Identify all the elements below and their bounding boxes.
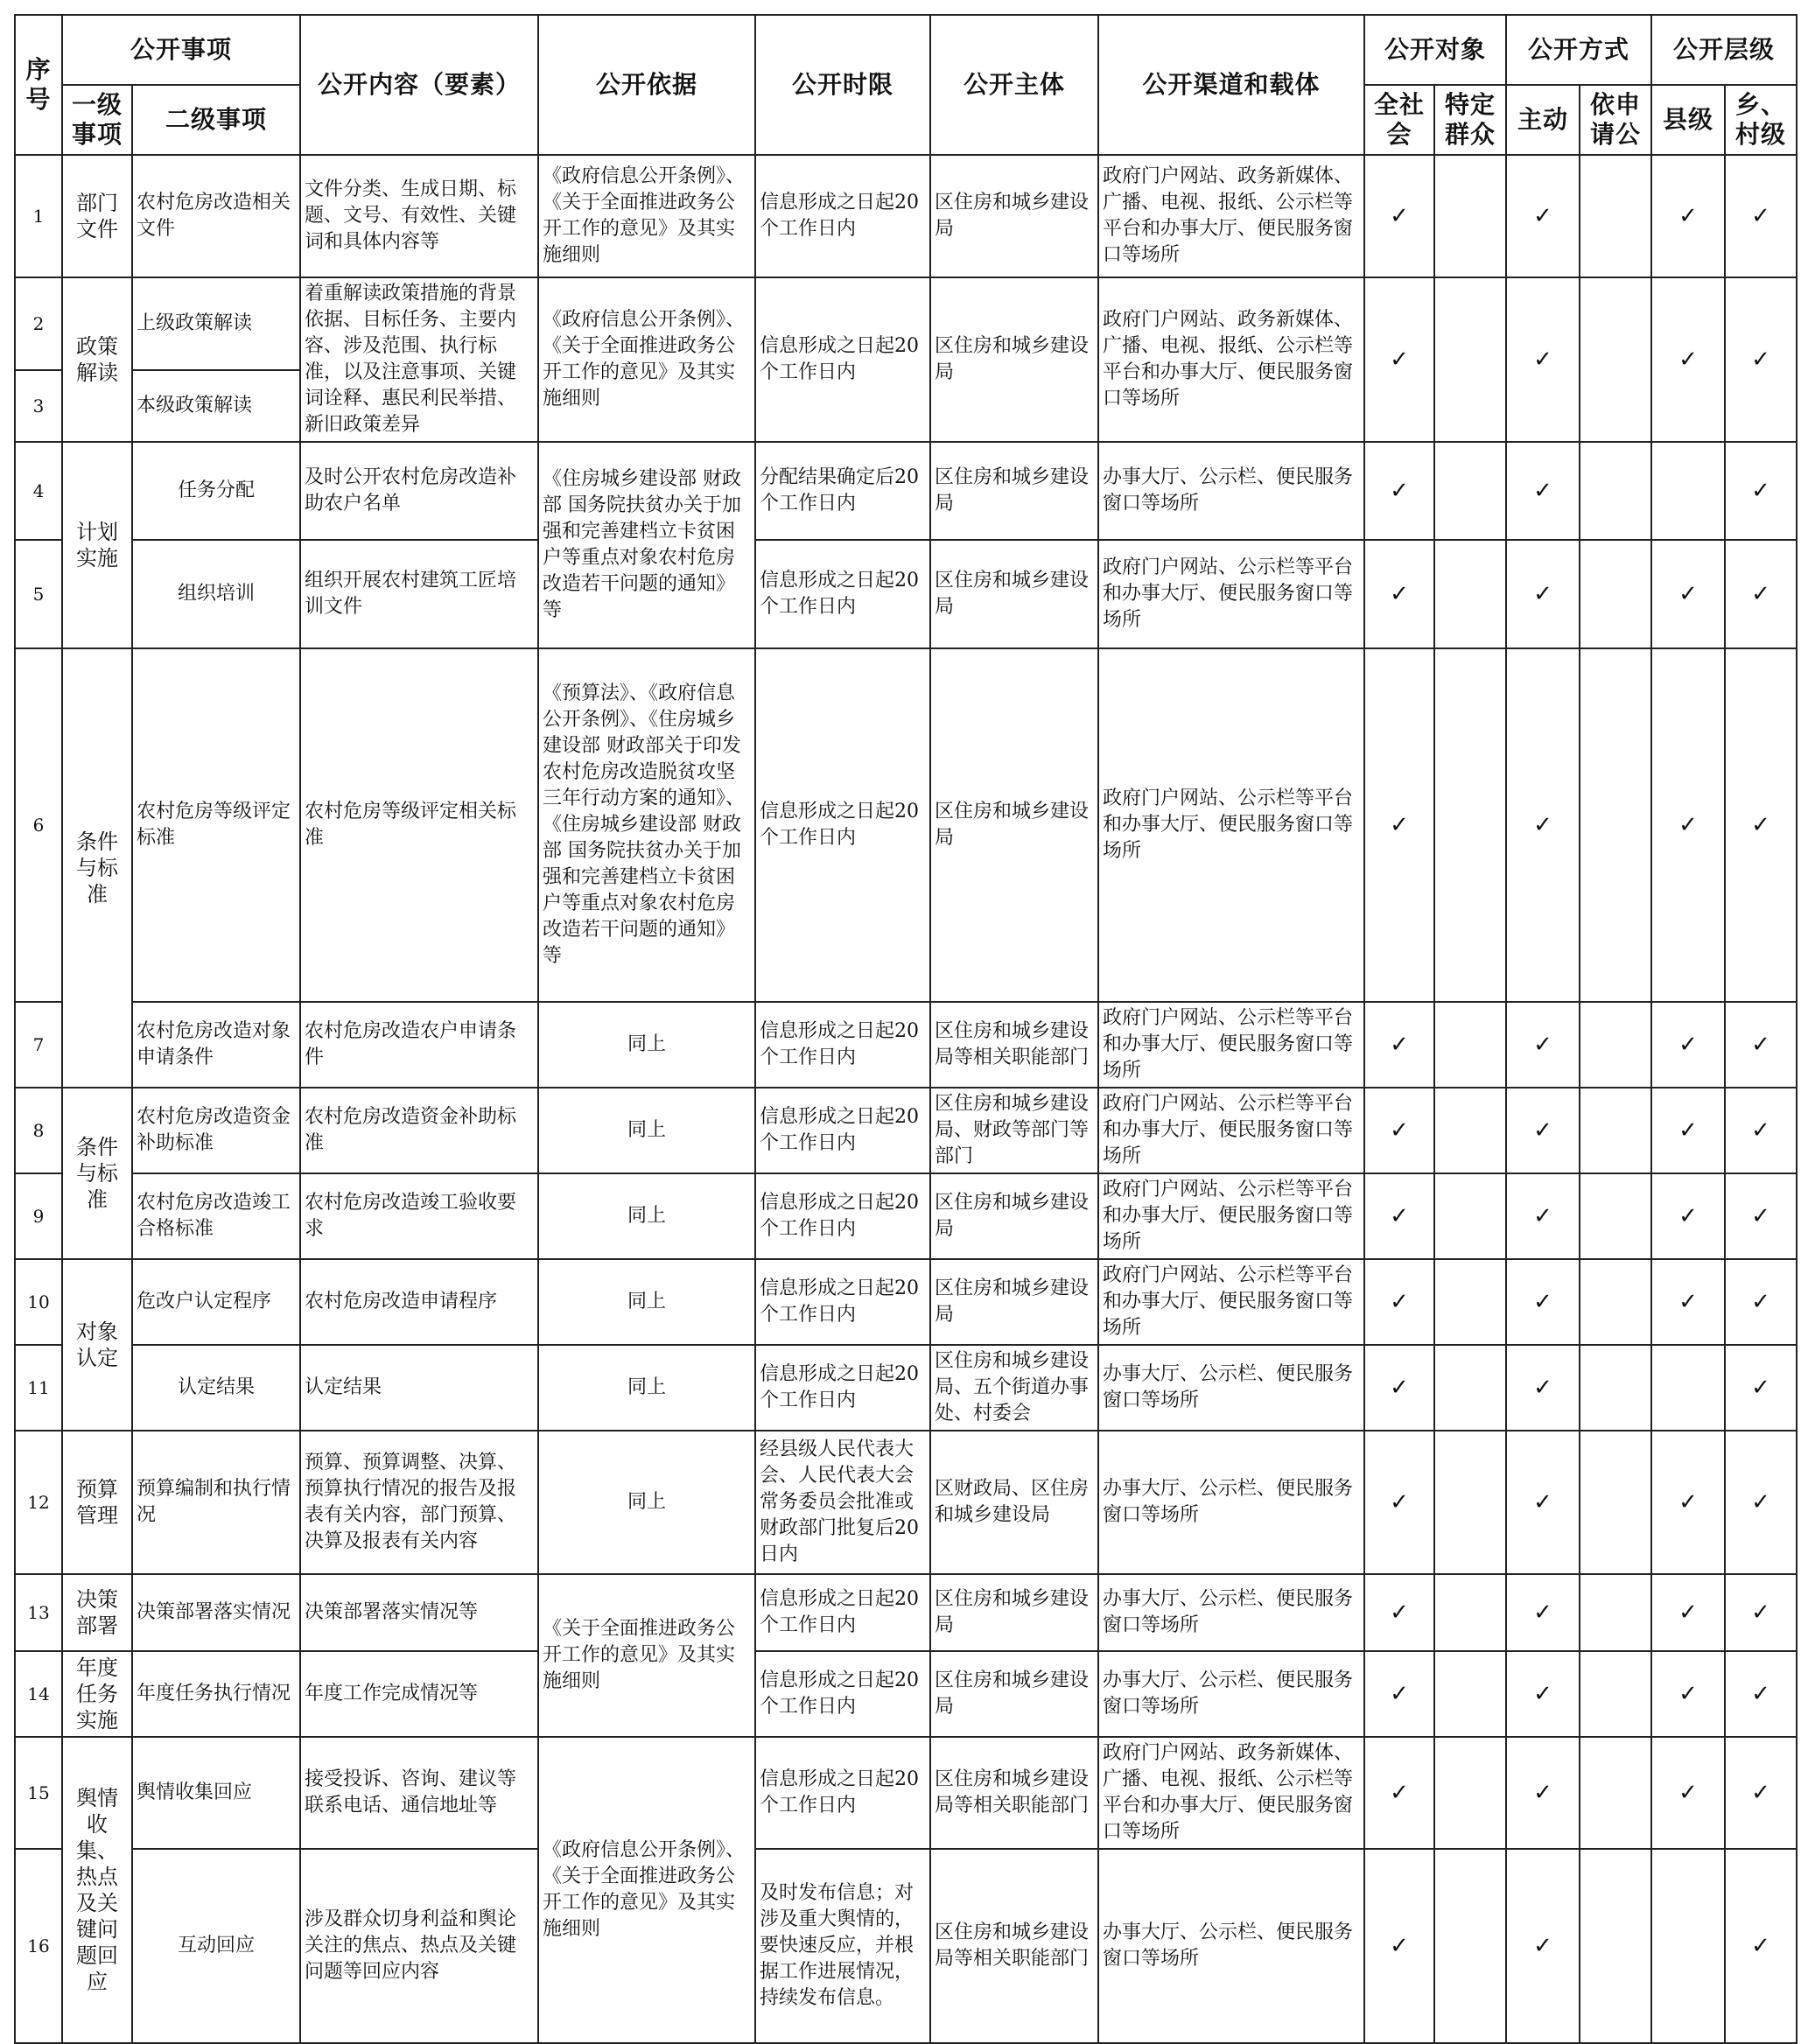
level2-item: 决策部署落实情况 bbox=[132, 1574, 300, 1651]
level1-category: 年度任务实施 bbox=[62, 1651, 132, 1737]
disclosure-channel: 政府门户网站、公示栏等平台和办事大厅、便民服务窗口等场所 bbox=[1098, 1259, 1364, 1345]
empty-specific-group bbox=[1434, 1849, 1506, 2043]
disclosure-subject: 区住房和城乡建设局、五个街道办事处、村委会 bbox=[930, 1345, 1098, 1431]
check-mark-active: ✓ bbox=[1506, 1002, 1580, 1088]
level2-item: 危改户认定程序 bbox=[132, 1259, 300, 1345]
header-time-limit: 公开时限 bbox=[755, 15, 930, 155]
disclosure-subject: 区住房和城乡建设局 bbox=[930, 442, 1098, 540]
row-number: 8 bbox=[15, 1088, 62, 1173]
header-method: 公开方式 bbox=[1506, 15, 1651, 85]
check-mark-county: ✓ bbox=[1651, 1431, 1725, 1574]
disclosure-content: 年度工作完成情况等 bbox=[300, 1651, 538, 1737]
check-mark-county: ✓ bbox=[1651, 648, 1725, 1002]
header-level-county: 县级 bbox=[1651, 85, 1725, 155]
empty-specific-group bbox=[1434, 1431, 1506, 1574]
disclosure-content: 认定结果 bbox=[300, 1345, 538, 1431]
empty-specific-group bbox=[1434, 1737, 1506, 1849]
check-mark-all-society: ✓ bbox=[1364, 1173, 1434, 1259]
row-number: 2 bbox=[15, 277, 62, 370]
empty-on-application bbox=[1580, 1737, 1651, 1849]
check-mark-active: ✓ bbox=[1506, 155, 1580, 277]
check-mark-all-society: ✓ bbox=[1364, 1431, 1434, 1574]
disclosure-content: 涉及群众切身利益和舆论关注的焦点、热点及关键问题等回应内容 bbox=[300, 1849, 538, 2043]
check-mark-all-society: ✓ bbox=[1364, 442, 1434, 540]
disclosure-channel: 政府门户网站、政务新媒体、广播、电视、报纸、公示栏等平台和办事大厅、便民服务窗口等场所 bbox=[1098, 277, 1364, 442]
disclosure-content: 农村危房改造农户申请条件 bbox=[300, 1002, 538, 1088]
check-mark-active: ✓ bbox=[1506, 1849, 1580, 2043]
disclosure-subject: 区住房和城乡建设局 bbox=[930, 155, 1098, 277]
header-row-1 bbox=[15, 15, 1797, 85]
level1-category: 部门文件 bbox=[62, 155, 132, 277]
check-mark-county: ✓ bbox=[1651, 1259, 1725, 1345]
check-mark-active: ✓ bbox=[1506, 1737, 1580, 1849]
time-limit: 信息形成之日起20个工作日内 bbox=[755, 1345, 930, 1431]
empty-county bbox=[1651, 442, 1725, 540]
header-content: 公开内容（要素） bbox=[300, 15, 538, 155]
header-subject: 公开主体 bbox=[930, 15, 1098, 155]
disclosure-subject: 区住房和城乡建设局等相关职能部门 bbox=[930, 1002, 1098, 1088]
time-limit: 信息形成之日起20个工作日内 bbox=[755, 1088, 930, 1173]
check-mark-county: ✓ bbox=[1651, 540, 1725, 648]
header-object-specific: 特定群众 bbox=[1434, 85, 1506, 155]
disclosure-subject: 区住房和城乡建设局 bbox=[930, 1651, 1098, 1737]
check-mark-county: ✓ bbox=[1651, 1002, 1725, 1088]
disclosure-channel: 政府门户网站、政务新媒体、广播、电视、报纸、公示栏等平台和办事大厅、便民服务窗口等场所 bbox=[1098, 1737, 1364, 1849]
check-mark-county: ✓ bbox=[1651, 1651, 1725, 1737]
check-mark-active: ✓ bbox=[1506, 1345, 1580, 1431]
check-mark-active: ✓ bbox=[1506, 1431, 1580, 1574]
header-method-apply: 依申请公 bbox=[1580, 85, 1651, 155]
check-mark-village: ✓ bbox=[1725, 1431, 1797, 1574]
check-mark-all-society: ✓ bbox=[1364, 1345, 1434, 1431]
table-row bbox=[15, 1651, 1797, 1737]
disclosure-basis: 《住房城乡建设部 财政部 国务院扶贫办关于加强和完善建档立卡贫困户等重点对象农村危房改造若干问题的通知》等 bbox=[538, 442, 755, 648]
table-row bbox=[15, 155, 1797, 277]
disclosure-content: 农村危房改造竣工验收要求 bbox=[300, 1173, 538, 1259]
disclosure-channel: 政府门户网站、公示栏等平台和办事大厅、便民服务窗口等场所 bbox=[1098, 540, 1364, 648]
row-number: 4 bbox=[15, 442, 62, 540]
check-mark-village: ✓ bbox=[1725, 1737, 1797, 1849]
check-mark-village: ✓ bbox=[1725, 1651, 1797, 1737]
check-mark-county: ✓ bbox=[1651, 155, 1725, 277]
time-limit: 分配结果确定后20个工作日内 bbox=[755, 442, 930, 540]
empty-specific-group bbox=[1434, 1651, 1506, 1737]
disclosure-subject: 区住房和城乡建设局 bbox=[930, 277, 1098, 442]
disclosure-subject: 区住房和城乡建设局 bbox=[930, 540, 1098, 648]
empty-on-application bbox=[1580, 1849, 1651, 2043]
header-channel: 公开渠道和载体 bbox=[1098, 15, 1364, 155]
disclosure-basis: 同上 bbox=[538, 1431, 755, 1574]
level2-item: 组织培训 bbox=[132, 540, 300, 648]
disclosure-subject: 区住房和城乡建设局 bbox=[930, 1259, 1098, 1345]
check-mark-all-society: ✓ bbox=[1364, 1574, 1434, 1651]
table-row bbox=[15, 540, 1797, 648]
disclosure-basis: 同上 bbox=[538, 1345, 755, 1431]
disclosure-subject: 区住房和城乡建设局等相关职能部门 bbox=[930, 1849, 1098, 2043]
disclosure-content: 预算、预算调整、决算、预算执行情况的报告及报表有关内容，部门预算、决算及报表有关内容 bbox=[300, 1431, 538, 1574]
level2-item: 本级政策解读 bbox=[132, 370, 300, 442]
disclosure-content: 农村危房等级评定相关标准 bbox=[300, 648, 538, 1002]
disclosure-channel: 办事大厅、公示栏、便民服务窗口等场所 bbox=[1098, 442, 1364, 540]
check-mark-county: ✓ bbox=[1651, 1088, 1725, 1173]
disclosure-content: 及时公开农村危房改造补助农户名单 bbox=[300, 442, 538, 540]
check-mark-village: ✓ bbox=[1725, 155, 1797, 277]
row-number: 6 bbox=[15, 648, 62, 1002]
check-mark-county: ✓ bbox=[1651, 277, 1725, 442]
check-mark-all-society: ✓ bbox=[1364, 1088, 1434, 1173]
check-mark-village: ✓ bbox=[1725, 1173, 1797, 1259]
disclosure-channel: 办事大厅、公示栏、便民服务窗口等场所 bbox=[1098, 1574, 1364, 1651]
empty-specific-group bbox=[1434, 277, 1506, 442]
header-level-village: 乡、村级 bbox=[1725, 85, 1797, 155]
header-method-active: 主动 bbox=[1506, 85, 1580, 155]
empty-on-application bbox=[1580, 1574, 1651, 1651]
level2-item: 任务分配 bbox=[132, 442, 300, 540]
disclosure-basis: 同上 bbox=[538, 1259, 755, 1345]
empty-on-application bbox=[1580, 155, 1651, 277]
empty-county bbox=[1651, 1849, 1725, 2043]
disclosure-table bbox=[14, 14, 1797, 2044]
check-mark-all-society: ✓ bbox=[1364, 1737, 1434, 1849]
time-limit: 信息形成之日起20个工作日内 bbox=[755, 1002, 930, 1088]
level2-item: 农村危房等级评定标准 bbox=[132, 648, 300, 1002]
header-item-group: 公开事项 bbox=[62, 15, 300, 85]
check-mark-active: ✓ bbox=[1506, 277, 1580, 442]
check-mark-all-society: ✓ bbox=[1364, 1651, 1434, 1737]
check-mark-village: ✓ bbox=[1725, 1849, 1797, 2043]
empty-specific-group bbox=[1434, 1574, 1506, 1651]
level1-category: 计划实施 bbox=[62, 442, 132, 648]
disclosure-channel: 政府门户网站、政务新媒体、广播、电视、报纸、公示栏等平台和办事大厅、便民服务窗口等场所 bbox=[1098, 155, 1364, 277]
check-mark-all-society: ✓ bbox=[1364, 1849, 1434, 2043]
disclosure-content: 组织开展农村建筑工匠培训文件 bbox=[300, 540, 538, 648]
row-number: 11 bbox=[15, 1345, 62, 1431]
header-level2: 二级事项 bbox=[132, 85, 300, 155]
level1-category: 决策部署 bbox=[62, 1574, 132, 1651]
check-mark-active: ✓ bbox=[1506, 1651, 1580, 1737]
level1-category: 条件与标准 bbox=[62, 1088, 132, 1259]
disclosure-subject: 区住房和城乡建设局 bbox=[930, 1173, 1098, 1259]
table-row bbox=[15, 1345, 1797, 1431]
empty-specific-group bbox=[1434, 1088, 1506, 1173]
empty-specific-group bbox=[1434, 648, 1506, 1002]
check-mark-village: ✓ bbox=[1725, 1345, 1797, 1431]
empty-specific-group bbox=[1434, 1173, 1506, 1259]
check-mark-all-society: ✓ bbox=[1364, 540, 1434, 648]
empty-on-application bbox=[1580, 1002, 1651, 1088]
check-mark-village: ✓ bbox=[1725, 1088, 1797, 1173]
check-mark-active: ✓ bbox=[1506, 442, 1580, 540]
check-mark-active: ✓ bbox=[1506, 1259, 1580, 1345]
disclosure-subject: 区住房和城乡建设局 bbox=[930, 648, 1098, 1002]
time-limit: 信息形成之日起20个工作日内 bbox=[755, 540, 930, 648]
level2-item: 上级政策解读 bbox=[132, 277, 300, 370]
disclosure-subject: 区住房和城乡建设局、财政等部门等部门 bbox=[930, 1088, 1098, 1173]
check-mark-village: ✓ bbox=[1725, 442, 1797, 540]
row-number: 3 bbox=[15, 370, 62, 442]
empty-specific-group bbox=[1434, 1345, 1506, 1431]
row-number: 12 bbox=[15, 1431, 62, 1574]
disclosure-channel: 办事大厅、公示栏、便民服务窗口等场所 bbox=[1098, 1345, 1364, 1431]
check-mark-county: ✓ bbox=[1651, 1574, 1725, 1651]
table-row bbox=[15, 1002, 1797, 1088]
level2-item: 农村危房改造对象申请条件 bbox=[132, 1002, 300, 1088]
empty-specific-group bbox=[1434, 1002, 1506, 1088]
level1-category: 政策解读 bbox=[62, 277, 132, 442]
row-number: 7 bbox=[15, 1002, 62, 1088]
empty-specific-group bbox=[1434, 155, 1506, 277]
check-mark-county: ✓ bbox=[1651, 1173, 1725, 1259]
table-row bbox=[15, 1574, 1797, 1651]
disclosure-channel: 政府门户网站、公示栏等平台和办事大厅、便民服务窗口等场所 bbox=[1098, 1173, 1364, 1259]
disclosure-basis: 同上 bbox=[538, 1002, 755, 1088]
time-limit: 信息形成之日起20个工作日内 bbox=[755, 155, 930, 277]
level1-category: 预算管理 bbox=[62, 1431, 132, 1574]
disclosure-content: 农村危房改造资金补助标准 bbox=[300, 1088, 538, 1173]
disclosure-content: 文件分类、生成日期、标题、文号、有效性、关键词和具体内容等 bbox=[300, 155, 538, 277]
empty-specific-group bbox=[1434, 540, 1506, 648]
level2-item: 认定结果 bbox=[132, 1345, 300, 1431]
table-row bbox=[15, 1849, 1797, 2043]
table-row bbox=[15, 1173, 1797, 1259]
level2-item: 农村危房改造资金补助标准 bbox=[132, 1088, 300, 1173]
disclosure-basis: 《关于全面推进政务公开工作的意见》及其实施细则 bbox=[538, 1574, 755, 1737]
empty-on-application bbox=[1580, 1651, 1651, 1737]
empty-county bbox=[1651, 1345, 1725, 1431]
disclosure-subject: 区住房和城乡建设局等相关职能部门 bbox=[930, 1737, 1098, 1849]
check-mark-all-society: ✓ bbox=[1364, 648, 1434, 1002]
time-limit: 信息形成之日起20个工作日内 bbox=[755, 1259, 930, 1345]
check-mark-active: ✓ bbox=[1506, 540, 1580, 648]
level1-category: 舆情收集、热点及关键问题回应 bbox=[62, 1737, 132, 2043]
header-object: 公开对象 bbox=[1364, 15, 1506, 85]
row-number: 10 bbox=[15, 1259, 62, 1345]
time-limit: 信息形成之日起20个工作日内 bbox=[755, 1173, 930, 1259]
level2-item: 农村危房改造相关文件 bbox=[132, 155, 300, 277]
level2-item: 互动回应 bbox=[132, 1849, 300, 2043]
empty-on-application bbox=[1580, 442, 1651, 540]
disclosure-document bbox=[14, 14, 1797, 2044]
disclosure-basis: 《政府信息公开条例》、《关于全面推进政务公开工作的意见》及其实施细则 bbox=[538, 1737, 755, 2043]
check-mark-village: ✓ bbox=[1725, 1002, 1797, 1088]
disclosure-channel: 政府门户网站、公示栏等平台和办事大厅、便民服务窗口等场所 bbox=[1098, 648, 1364, 1002]
empty-on-application bbox=[1580, 540, 1651, 648]
empty-on-application bbox=[1580, 648, 1651, 1002]
header-basis: 公开依据 bbox=[538, 15, 755, 155]
row-number: 5 bbox=[15, 540, 62, 648]
row-number: 1 bbox=[15, 155, 62, 277]
empty-on-application bbox=[1580, 277, 1651, 442]
table-row bbox=[15, 1431, 1797, 1574]
empty-specific-group bbox=[1434, 442, 1506, 540]
level1-category: 对象认定 bbox=[62, 1259, 132, 1431]
header-object-all: 全社会 bbox=[1364, 85, 1434, 155]
check-mark-village: ✓ bbox=[1725, 1574, 1797, 1651]
time-limit: 经县级人民代表大会、人民代表大会常务委员会批准或财政部门批复后20日内 bbox=[755, 1431, 930, 1574]
disclosure-content: 农村危房改造申请程序 bbox=[300, 1259, 538, 1345]
disclosure-content: 接受投诉、咨询、建议等联系电话、通信地址等 bbox=[300, 1737, 538, 1849]
time-limit: 信息形成之日起20个工作日内 bbox=[755, 648, 930, 1002]
row-number: 15 bbox=[15, 1737, 62, 1849]
disclosure-basis: 《预算法》、《政府信息公开条例》、《住房城乡建设部 财政部关于印发农村危房改造脱贫攻坚三年行动方案的通知》、《住房城乡建设部 财政部 国务院扶贫办关于加强和完善建档立卡贫困户等重点对象农村危房改造若干问题的通知》等 bbox=[538, 648, 755, 1002]
level2-item: 预算编制和执行情况 bbox=[132, 1431, 300, 1574]
empty-on-application bbox=[1580, 1088, 1651, 1173]
disclosure-basis: 同上 bbox=[538, 1088, 755, 1173]
disclosure-subject: 区财政局、区住房和城乡建设局 bbox=[930, 1431, 1098, 1574]
check-mark-all-society: ✓ bbox=[1364, 155, 1434, 277]
check-mark-village: ✓ bbox=[1725, 648, 1797, 1002]
table-row bbox=[15, 277, 1797, 370]
level2-item: 农村危房改造竣工合格标准 bbox=[132, 1173, 300, 1259]
disclosure-basis: 《政府信息公开条例》、《关于全面推进政务公开工作的意见》及其实施细则 bbox=[538, 277, 755, 442]
level2-item: 年度任务执行情况 bbox=[132, 1651, 300, 1737]
time-limit: 信息形成之日起20个工作日内 bbox=[755, 277, 930, 442]
disclosure-channel: 办事大厅、公示栏、便民服务窗口等场所 bbox=[1098, 1651, 1364, 1737]
time-limit: 信息形成之日起20个工作日内 bbox=[755, 1651, 930, 1737]
check-mark-active: ✓ bbox=[1506, 1173, 1580, 1259]
disclosure-channel: 办事大厅、公示栏、便民服务窗口等场所 bbox=[1098, 1431, 1364, 1574]
header-level1: 一级事项 bbox=[62, 85, 132, 155]
time-limit: 信息形成之日起20个工作日内 bbox=[755, 1574, 930, 1651]
empty-on-application bbox=[1580, 1431, 1651, 1574]
time-limit: 信息形成之日起20个工作日内 bbox=[755, 1737, 930, 1849]
level1-category: 条件与标准 bbox=[62, 648, 132, 1088]
header-seq: 序号 bbox=[15, 15, 62, 155]
disclosure-basis: 同上 bbox=[538, 1173, 755, 1259]
empty-specific-group bbox=[1434, 1259, 1506, 1345]
level2-item: 舆情收集回应 bbox=[132, 1737, 300, 1849]
check-mark-village: ✓ bbox=[1725, 540, 1797, 648]
row-number: 9 bbox=[15, 1173, 62, 1259]
table-row bbox=[15, 1737, 1797, 1849]
check-mark-all-society: ✓ bbox=[1364, 277, 1434, 442]
check-mark-village: ✓ bbox=[1725, 1259, 1797, 1345]
empty-on-application bbox=[1580, 1259, 1651, 1345]
table-row bbox=[15, 1259, 1797, 1345]
disclosure-channel: 办事大厅、公示栏、便民服务窗口等场所 bbox=[1098, 1849, 1364, 2043]
table-row bbox=[15, 442, 1797, 540]
check-mark-all-society: ✓ bbox=[1364, 1002, 1434, 1088]
check-mark-all-society: ✓ bbox=[1364, 1259, 1434, 1345]
check-mark-county: ✓ bbox=[1651, 1737, 1725, 1849]
disclosure-content: 着重解读政策措施的背景依据、目标任务、主要内容、涉及范围、执行标准，以及注意事项、关键词诠释、惠民利民举措、新旧政策差异 bbox=[300, 277, 538, 442]
disclosure-subject: 区住房和城乡建设局 bbox=[930, 1574, 1098, 1651]
row-number: 14 bbox=[15, 1651, 62, 1737]
row-number: 13 bbox=[15, 1574, 62, 1651]
disclosure-channel: 政府门户网站、公示栏等平台和办事大厅、便民服务窗口等场所 bbox=[1098, 1002, 1364, 1088]
time-limit: 及时发布信息；对涉及重大舆情的，要快速反应，并根据工作进展情况，持续发布信息。 bbox=[755, 1849, 930, 2043]
check-mark-active: ✓ bbox=[1506, 1088, 1580, 1173]
empty-on-application bbox=[1580, 1345, 1651, 1431]
table-row bbox=[15, 1088, 1797, 1173]
empty-on-application bbox=[1580, 1173, 1651, 1259]
check-mark-active: ✓ bbox=[1506, 648, 1580, 1002]
row-number: 16 bbox=[15, 1849, 62, 2043]
check-mark-village: ✓ bbox=[1725, 277, 1797, 442]
check-mark-active: ✓ bbox=[1506, 1574, 1580, 1651]
header-level: 公开层级 bbox=[1651, 15, 1797, 85]
table-row bbox=[15, 648, 1797, 1002]
disclosure-channel: 政府门户网站、公示栏等平台和办事大厅、便民服务窗口等场所 bbox=[1098, 1088, 1364, 1173]
disclosure-basis: 《政府信息公开条例》、《关于全面推进政务公开工作的意见》及其实施细则 bbox=[538, 155, 755, 277]
disclosure-content: 决策部署落实情况等 bbox=[300, 1574, 538, 1651]
